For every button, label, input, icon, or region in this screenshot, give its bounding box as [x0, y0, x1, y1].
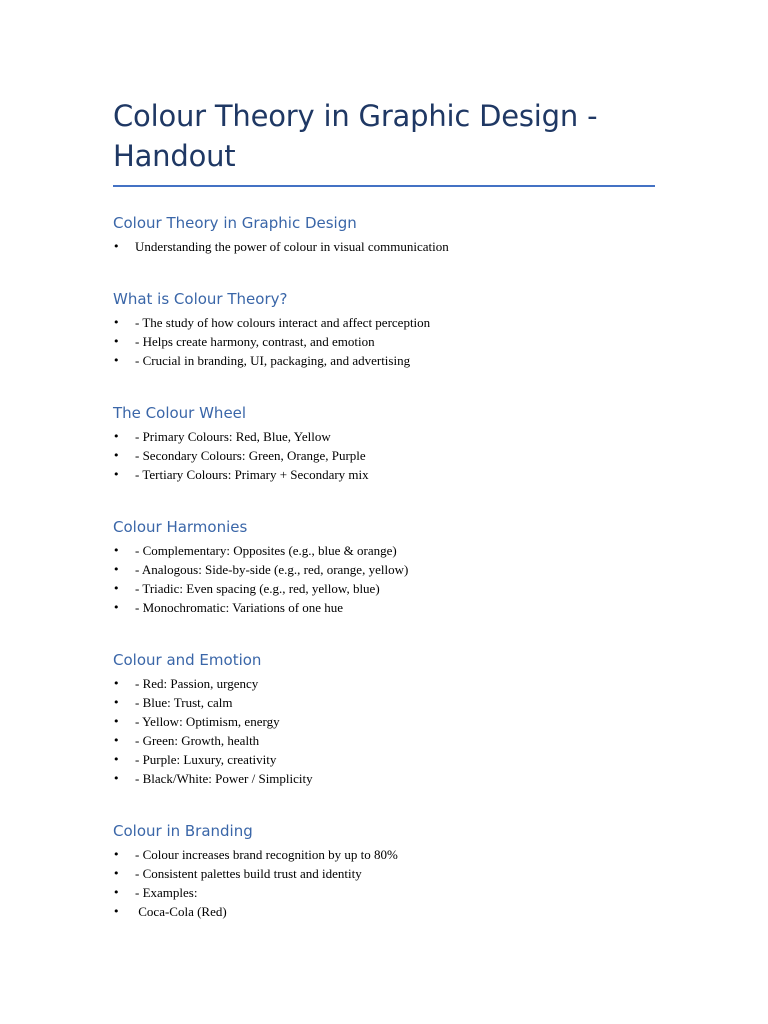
bullet-icon: •	[113, 601, 120, 614]
section-colour-harmonies	[113, 517, 655, 617]
list-item-text: - Helps create harmony, contrast, and emotion	[135, 334, 375, 349]
bullet-icon: •	[113, 240, 120, 253]
list-item-text: - Complementary: Opposites (e.g., blue & orange)	[135, 543, 397, 558]
list-item	[113, 731, 655, 750]
section-heading: Colour in Branding	[113, 822, 253, 840]
bullet-list	[113, 237, 655, 256]
list-item	[113, 769, 655, 788]
bullet-icon: •	[113, 848, 120, 861]
bullet-icon: •	[113, 677, 120, 690]
list-item	[113, 579, 655, 598]
bullet-icon: •	[113, 468, 120, 481]
section-colour-wheel	[113, 403, 655, 484]
title-divider	[113, 185, 655, 187]
bullet-icon: •	[113, 753, 120, 766]
list-item-text: - Triadic: Even spacing (e.g., red, yellow, blue)	[135, 581, 380, 596]
list-item-text: - Primary Colours: Red, Blue, Yellow	[135, 429, 331, 444]
section-heading: Colour and Emotion	[113, 651, 262, 669]
list-item-text: Understanding the power of colour in visual communication	[135, 239, 449, 254]
list-item	[113, 712, 655, 731]
list-item	[113, 902, 655, 921]
document-title-line-2: Handout	[113, 139, 236, 173]
list-item	[113, 446, 655, 465]
list-item-text: - Monochromatic: Variations of one hue	[135, 600, 344, 615]
section-colour-in-branding	[113, 821, 655, 921]
section-what-is-colour-theory	[113, 289, 655, 370]
list-item-text: - Secondary Colours: Green, Orange, Purple	[135, 448, 366, 463]
bullet-list	[113, 674, 655, 788]
list-item-text: - Purple: Luxury, creativity	[135, 752, 277, 767]
list-item	[113, 237, 655, 256]
list-item	[113, 845, 655, 864]
list-item	[113, 541, 655, 560]
list-item	[113, 560, 655, 579]
list-item-text: - Colour increases brand recognition by up to 80%	[135, 847, 398, 862]
bullet-icon: •	[113, 430, 120, 443]
list-item	[113, 750, 655, 769]
list-item-text: - Consistent palettes build trust and identity	[135, 866, 362, 881]
bullet-icon: •	[113, 715, 120, 728]
bullet-icon: •	[113, 886, 120, 899]
bullet-icon: •	[113, 544, 120, 557]
list-item	[113, 351, 655, 370]
list-item-text: - Black/White: Power / Simplicity	[135, 771, 313, 786]
list-item-text: - Tertiary Colours: Primary + Secondary mix	[135, 467, 369, 482]
bullet-icon: •	[113, 582, 120, 595]
list-item-text: - Green: Growth, health	[135, 733, 260, 748]
list-item	[113, 674, 655, 693]
list-item	[113, 332, 655, 351]
list-item-text: - Analogous: Side-by-side (e.g., red, orange, yellow)	[135, 562, 409, 577]
list-item	[113, 427, 655, 446]
bullet-icon: •	[113, 772, 120, 785]
document-title	[113, 96, 655, 176]
list-item-text: - Blue: Trust, calm	[135, 695, 233, 710]
document-title-line-1: Colour Theory in Graphic Design -	[113, 99, 598, 133]
list-item	[113, 598, 655, 617]
document-page	[113, 96, 655, 919]
section-colour-and-emotion	[113, 650, 655, 788]
section-heading: The Colour Wheel	[113, 404, 247, 422]
list-item-text: - Yellow: Optimism, energy	[135, 714, 280, 729]
section-heading: Colour Harmonies	[113, 518, 248, 536]
bullet-list	[113, 845, 655, 921]
bullet-list	[113, 427, 655, 484]
section-intro	[113, 213, 655, 256]
bullet-icon: •	[113, 563, 120, 576]
list-item-text: - Examples:	[135, 885, 198, 900]
bullet-list	[113, 313, 655, 370]
list-item-text: - Red: Passion, urgency	[135, 676, 259, 691]
bullet-icon: •	[113, 696, 120, 709]
list-item	[113, 883, 655, 902]
list-item	[113, 465, 655, 484]
list-item-text: - Crucial in branding, UI, packaging, and advertising	[135, 353, 411, 368]
list-item-text: Coca-Cola (Red)	[135, 904, 227, 919]
list-item	[113, 313, 655, 332]
bullet-list	[113, 541, 655, 617]
section-heading: What is Colour Theory?	[113, 290, 288, 308]
bullet-icon: •	[113, 335, 120, 348]
section-heading: Colour Theory in Graphic Design	[113, 214, 357, 232]
bullet-icon: •	[113, 354, 120, 367]
bullet-icon: •	[113, 316, 120, 329]
list-item	[113, 864, 655, 883]
bullet-icon: •	[113, 905, 120, 918]
bullet-icon: •	[113, 734, 120, 747]
list-item	[113, 693, 655, 712]
list-item-text: - The study of how colours interact and affect perception	[135, 315, 431, 330]
bullet-icon: •	[113, 867, 120, 880]
bullet-icon: •	[113, 449, 120, 462]
